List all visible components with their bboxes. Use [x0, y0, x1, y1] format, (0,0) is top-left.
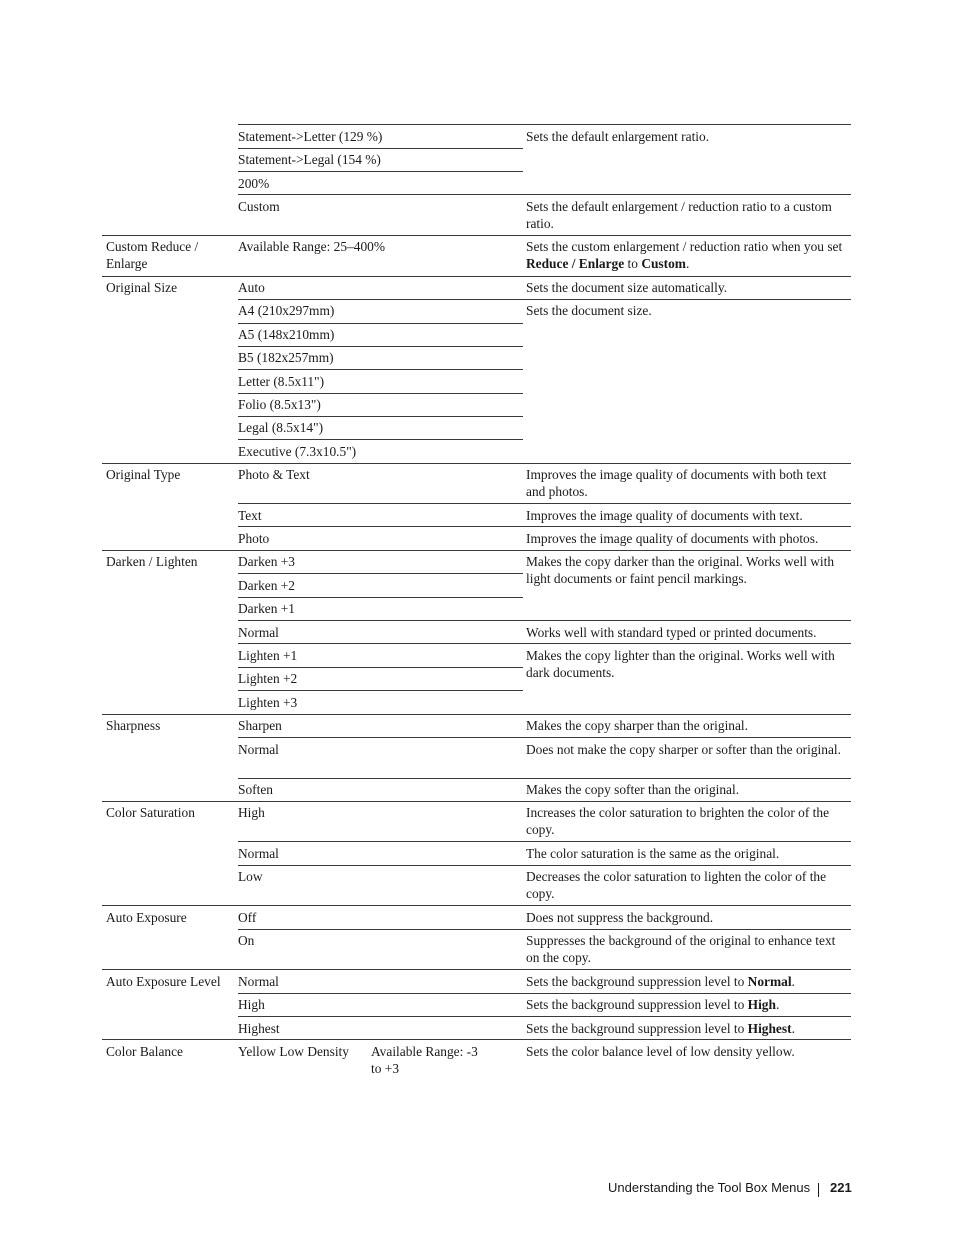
option-value: Available Range: 25–400%	[238, 239, 386, 254]
table-rule	[238, 841, 851, 842]
table-rule	[102, 905, 851, 906]
table-rule	[238, 573, 523, 574]
setting-name: Original Type	[106, 467, 181, 482]
emphasized-term: Highest	[747, 1021, 792, 1036]
setting-name: Custom Reduce / Enlarge	[106, 239, 199, 271]
table-rule	[238, 439, 523, 440]
option-value: A4 (210x297mm)	[238, 303, 335, 318]
option-value: A5 (148x210mm)	[238, 327, 335, 342]
option-description: Makes the copy darker than the original. Works well with light documents or faint pencil markings.	[526, 554, 835, 586]
emphasized-term: Normal	[747, 974, 792, 989]
option-description: Suppresses the background of the original to enhance text on the copy.	[526, 933, 836, 965]
table-rule	[238, 667, 523, 668]
table-rule	[238, 323, 523, 324]
table-rule	[238, 526, 851, 527]
option-value: Lighten +1	[238, 648, 298, 663]
table-rule	[102, 463, 851, 464]
option-value: Darken +2	[238, 578, 296, 593]
option-description: Improves the image quality of documents with photos.	[526, 531, 819, 546]
table-rule	[238, 1016, 851, 1017]
setting-name: Original Size	[106, 280, 178, 295]
option-value: Normal	[238, 625, 279, 640]
table-rule	[238, 171, 523, 172]
table-rule	[238, 369, 523, 370]
option-value: Yellow Low Density	[238, 1044, 349, 1059]
option-value: Sharpen	[238, 718, 282, 733]
emphasized-term: Reduce / Enlarge	[526, 256, 625, 271]
option-value: Text	[238, 508, 262, 523]
setting-name: Color Saturation	[106, 805, 195, 820]
table-rule	[238, 124, 851, 125]
option-value: Darken +3	[238, 554, 296, 569]
option-value: On	[238, 933, 255, 948]
option-value: Custom	[238, 199, 280, 214]
table-rule	[238, 503, 851, 504]
option-value: Executive (7.3x10.5")	[238, 444, 357, 459]
description-text: Sets the background suppression level to	[526, 997, 748, 1012]
setting-name: Sharpness	[106, 718, 161, 733]
table-rule	[238, 737, 851, 738]
table-rule	[102, 276, 851, 277]
option-value: High	[238, 997, 265, 1012]
option-value: 200%	[238, 176, 270, 191]
option-description: Sets the default enlargement / reduction ratio to a custom ratio.	[526, 199, 832, 231]
table-rule	[238, 778, 851, 779]
description-text: .	[791, 1021, 795, 1036]
setting-name: Darken / Lighten	[106, 554, 198, 569]
option-description	[526, 996, 844, 1013]
description-text: .	[775, 997, 780, 1012]
option-description: Does not suppress the background.	[526, 910, 714, 925]
option-description: Sets the document size.	[526, 303, 652, 318]
option-description: Increases the color saturation to brighten the color of the copy.	[526, 805, 830, 837]
emphasized-term: High	[747, 997, 776, 1012]
option-description	[526, 973, 844, 990]
option-value: Lighten +2	[238, 671, 298, 686]
option-value: Normal	[238, 974, 279, 989]
table-rule	[102, 714, 851, 715]
option-description: Does not make the copy sharper or softer than the original.	[526, 742, 841, 757]
option-description: Makes the copy softer than the original.	[526, 782, 740, 797]
table-rule	[238, 148, 523, 149]
table-rule	[102, 235, 851, 236]
available-range: Available Range: -3 to +3	[371, 1044, 478, 1076]
option-description: Sets the default enlargement ratio.	[526, 129, 710, 144]
description-text: to	[624, 256, 642, 271]
table-rule	[238, 299, 851, 300]
option-value: Photo	[238, 531, 270, 546]
option-value: Highest	[238, 1021, 280, 1036]
table-rule	[238, 416, 523, 417]
description-text: Sets the custom enlargement / reduction ratio when you set	[526, 239, 843, 254]
option-value: Low	[238, 869, 263, 884]
table-rule	[238, 194, 851, 195]
table-rule	[238, 865, 851, 866]
table-rule	[238, 620, 851, 621]
setting-name: Auto Exposure	[106, 910, 187, 925]
table-rule	[102, 550, 851, 551]
option-value: Letter (8.5x11")	[238, 374, 325, 389]
option-description	[526, 1020, 844, 1037]
option-description	[526, 238, 844, 272]
option-value: Folio (8.5x13")	[238, 397, 321, 412]
option-value: Statement->Legal (154 %)	[238, 152, 381, 167]
table-rule	[238, 346, 523, 347]
description-text: Sets the background suppression level to	[526, 974, 748, 989]
table-rule	[102, 1039, 851, 1040]
option-value: High	[238, 805, 265, 820]
table-rule	[102, 801, 851, 802]
option-value: Statement->Letter (129 %)	[238, 129, 383, 144]
option-value: Off	[238, 910, 257, 925]
table-rule	[238, 993, 851, 994]
option-value: Darken +1	[238, 601, 296, 616]
option-value: Lighten +3	[238, 695, 298, 710]
option-value: Normal	[238, 846, 279, 861]
option-value: Legal (8.5x14")	[238, 420, 324, 435]
option-description: Makes the copy lighter than the original. Works well with dark documents.	[526, 648, 835, 680]
option-value: Soften	[238, 782, 273, 797]
description-text: .	[791, 974, 795, 989]
option-description: Works well with standard typed or printed documents.	[526, 625, 817, 640]
option-description: Improves the image quality of documents with text.	[526, 508, 803, 523]
footer-page-number: 221	[830, 1180, 852, 1195]
option-description: Sets the document size automatically.	[526, 280, 728, 295]
description-text: Sets the background suppression level to	[526, 1021, 748, 1036]
option-description: Sets the color balance level of low density yellow.	[526, 1044, 795, 1059]
table-rule	[238, 929, 851, 930]
option-description: Improves the image quality of documents with both text and photos.	[526, 467, 827, 499]
table-rule	[102, 969, 851, 970]
table-rule	[238, 643, 851, 644]
option-description: Makes the copy sharper than the original.	[526, 718, 748, 733]
description-text: .	[685, 256, 690, 271]
footer-separator	[818, 1183, 819, 1197]
option-value: Photo & Text	[238, 467, 310, 482]
footer-section-title: Understanding the Tool Box Menus	[608, 1180, 811, 1195]
setting-name: Auto Exposure Level	[106, 974, 221, 989]
option-value: Auto	[238, 280, 265, 295]
option-description: The color saturation is the same as the original.	[526, 846, 780, 861]
option-description: Decreases the color saturation to lighten the color of the copy.	[526, 869, 827, 901]
table-rule	[238, 393, 523, 394]
option-value: B5 (182x257mm)	[238, 350, 334, 365]
setting-name: Color Balance	[106, 1044, 183, 1059]
option-value: Normal	[238, 742, 279, 757]
emphasized-term: Custom	[641, 256, 686, 271]
table-rule	[238, 597, 523, 598]
table-rule	[238, 690, 523, 691]
